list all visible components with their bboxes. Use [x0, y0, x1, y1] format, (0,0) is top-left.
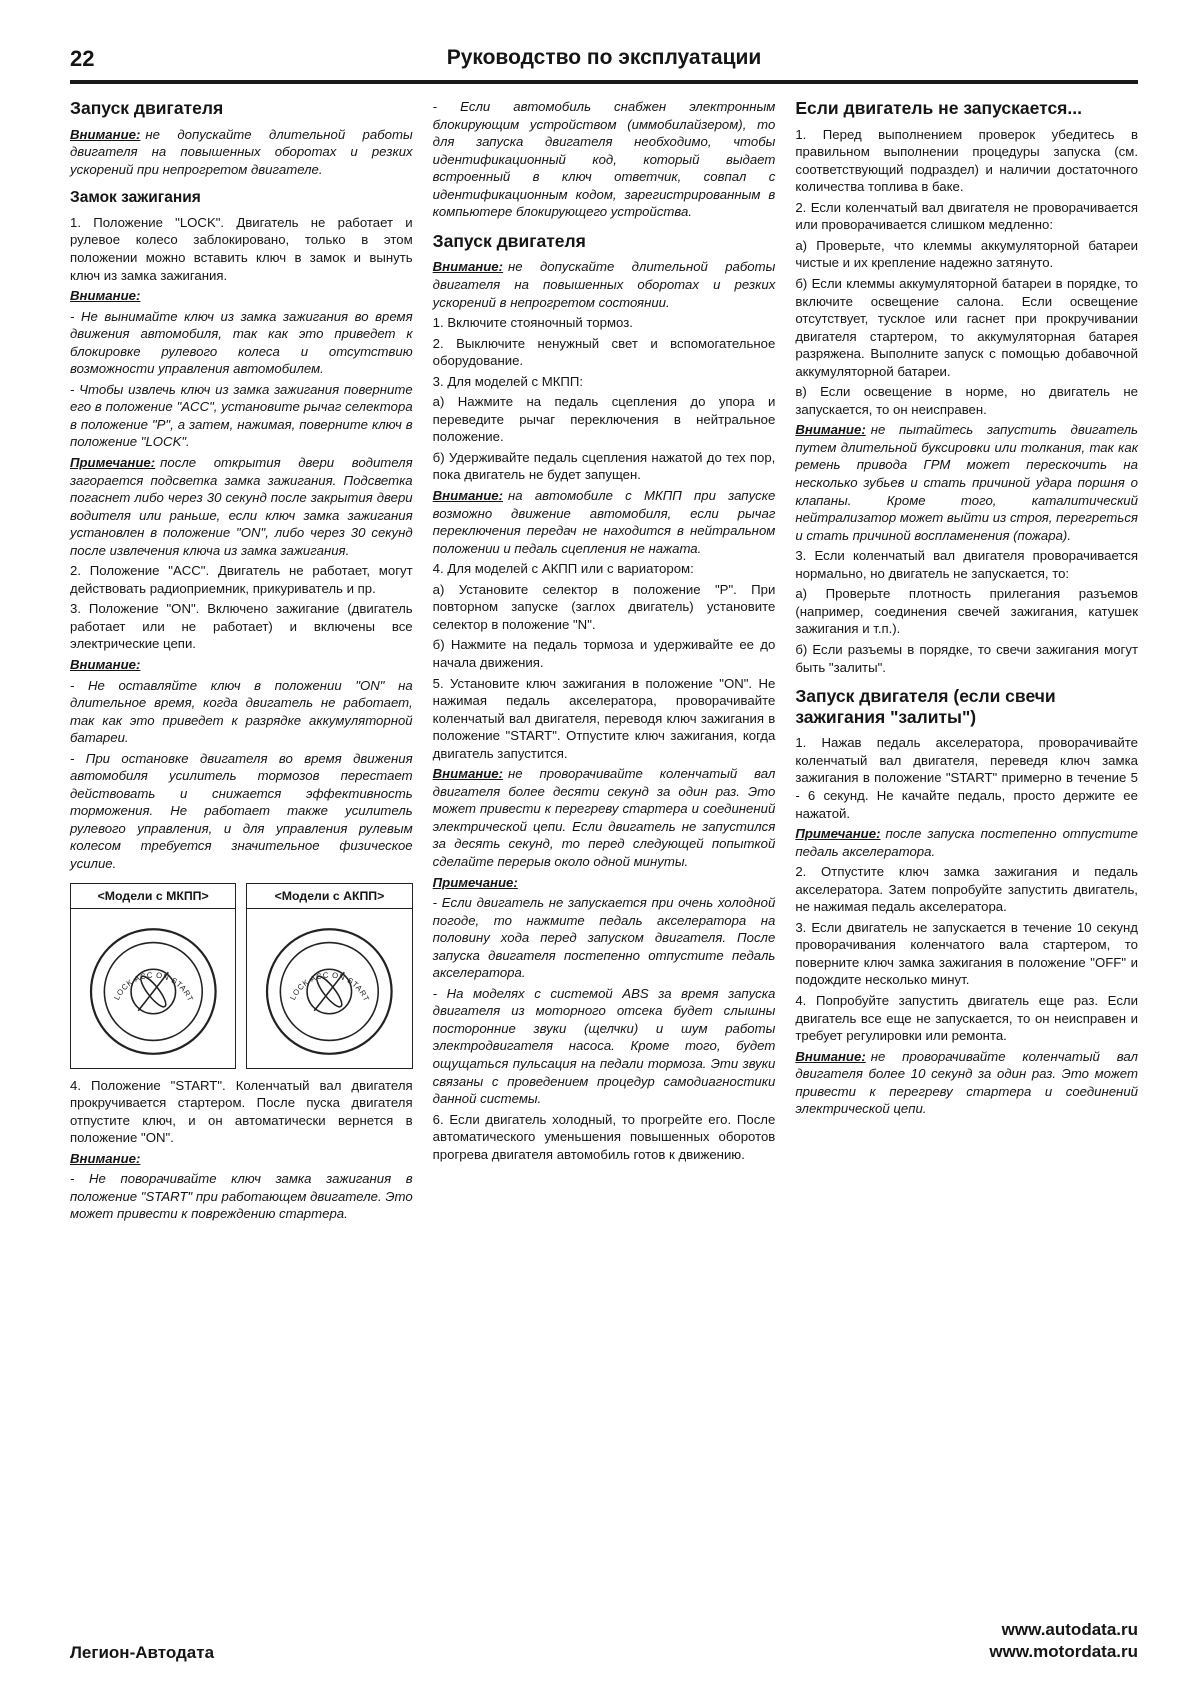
paragraph: - Не поворачивайте ключ замка зажигания в положение "START" при работающем двигателе. Это может привести к повреждению стартера. [70, 1171, 413, 1222]
emphasis-label: Внимание: [70, 657, 141, 673]
paragraph: 1. Перед выполнением проверок убедитесь в правильном выполнении процедуры запуска (см. соответствующий подраздел) и наличии достаточного количества топлива в баке. [795, 126, 1138, 195]
publisher-name: Легион-Автодата [70, 1643, 215, 1662]
column-left [70, 98, 413, 1226]
paragraph: б) Если клеммы аккумуляторной батареи в порядке, то включите освещение салона. Если освещение отсутствует, тусклое или гаснет при прокручивании двигателя стартером, то аккумуляторная батарея разряжена. Выполните запуск с помощью добавочной аккумуляторной батареи. [795, 276, 1138, 379]
paragraph: 3. Для моделей с МКПП: [432, 373, 584, 389]
paragraph-text: на автомобиле с МКПП при запуске возможно движение автомобиля, если рычаг переключения передач не находится в нейтральном положении и педаль сцепления не нажата. [432, 488, 776, 556]
paragraph: 6. Если двигатель холодный, то прогрейте его. После автоматического уменьшения повышенных оборотов прогрева двигателя автомобиль готов к движению. [432, 1111, 776, 1162]
section-heading: Запуск двигателя [432, 230, 586, 251]
paragraph [433, 874, 776, 892]
ignition-dial-drawing-mt [81, 917, 226, 1062]
paragraph-text: после запуска постепенно отпустите педаль акселератора. [795, 826, 1138, 859]
paragraph: - При остановке двигателя во время движения автомобиля усилитель тормозов перестает действовать и снижается эффективность торможения. Не работает также усилитель рулевого управления, и для управления рулевым колесом требуется значительное физическое усилие. [70, 750, 413, 872]
section-heading: Запуск двигателя [70, 98, 224, 118]
content-columns [70, 98, 1138, 1601]
paragraph: - Не оставляйте ключ в положении "ON" на длительное время, когда двигатель не работает, так как это приведет к разрядке аккумуляторной батареи. [70, 677, 413, 746]
emphasis-label: Внимание: [432, 259, 504, 275]
paragraph-text: не пытайтесь запустить двигатель путем длительной буксировки или толкания, так как ремень привода ГРМ может перескочить на несколько зубьев и стать причиной удара поршня о клапаны. Кроме того, каталитический нейтрализатор может выйти из строя, перегреться и стать причиной воспламенения (пожара). [795, 422, 1138, 543]
section-heading: Замок зажигания [70, 189, 201, 207]
website-autodata: www.autodata.ru [1001, 1619, 1138, 1639]
paragraph-text: не проворачивайте коленчатый вал двигателя более 10 секунд за один раз. Это может привести к перегреву стартера и соединений электрической цепи. [795, 1048, 1138, 1117]
paragraph: 3. Положение "ON". Включено зажигание (двигатель работает или не работает) и включены все электрические цепи. [70, 601, 413, 652]
page-title: Руководство по эксплуатации [446, 46, 762, 69]
paragraph-text: после открытия двери водителя загорается подсветка замка зажигания. Подсветка погаснет либо через 30 секунд после закрытия двери водителя или раньше, если ключ замка зажигания установлен в положение "ON", либо через 30 секунд после извлечения ключа из замка зажигания. [70, 455, 413, 558]
paragraph: - На моделях с системой ABS за время запуска двигателя из моторного отсека будет слышны посторонние звуки (щелчки) и шум работы электродвигателя насоса. Кроме того, будет ощущаться пульсация на педали тормоза. Эти звуки связаны с проведением процедур самодиагностики данной системы. [432, 985, 776, 1107]
column-right [795, 98, 1138, 1121]
paragraph [795, 825, 1138, 860]
ignition-panel-at [246, 883, 412, 1069]
emphasis-label: Внимание: [70, 1150, 141, 1166]
paragraph: - Не вынимайте ключ из замка зажигания во время движения автомобиля, так как это приведет к блокировке рулевого колеса и отсутствию возможности управления автомобилем. [70, 308, 413, 377]
section-heading: Запуск двигателя (если свечи зажигания "залиты") [795, 686, 1056, 727]
emphasis-label: Примечание: [795, 826, 881, 842]
paragraph [795, 421, 1138, 544]
paragraph [70, 454, 413, 559]
page-header [70, 46, 1138, 78]
paragraph [795, 1048, 1138, 1118]
paragraph [433, 765, 776, 870]
emphasis-label: Внимание: [70, 288, 141, 304]
paragraph [70, 287, 413, 305]
paragraph: 3. Если двигатель не запускается в течение 10 секунд проворачивания коленчатого вала стартером, то поверните ключ замка зажигания в положение "OFF" и подождите несколько минут. [795, 919, 1138, 988]
header-rule [70, 80, 1138, 84]
emphasis-label: Внимание: [795, 1048, 866, 1064]
paragraph: 1. Положение "LOCK". Двигатель не работает и рулевое колесо заблокировано, только в этом положении можно вставить ключ в замок и вынуть ключ из замка зажигания. [70, 214, 413, 283]
paragraph: - Если автомобиль снабжен электронным блокирующим устройством (иммобилайзером), то для запуска двигателя необходимо, чтобы идентификационный код, который выдает встроенный в ключ ответчик, совпал с идентификационным кодом, зарегистрированным в компьютере блокирующего устройства. [432, 99, 776, 220]
ignition-panel-mt [70, 883, 236, 1069]
paragraph [70, 1150, 413, 1168]
section-heading: Если двигатель не запускается... [795, 98, 1082, 118]
paragraph [70, 656, 413, 674]
paragraph: 1. Нажав педаль акселератора, проворачивайте коленчатый вал двигателя, переведя ключ замка зажигания в положение "START" примерно в течение 5 - 6 секунд. Не качайте педаль, просто держите ее нажатой. [795, 735, 1138, 821]
emphasis-label: Внимание: [795, 422, 866, 438]
paragraph-text: не допускайте длительной работы двигателя на повышенных оборотах и резких ускорений при непрогретом двигателе. [70, 126, 413, 177]
ignition-dial-drawing-at [257, 917, 402, 1062]
dial-position-labels-mt: LOCK ACC ON START [112, 970, 196, 1003]
footer-websites [989, 1619, 1138, 1663]
paragraph: в) Если освещение в норме, но двигатель не запускается, то он неисправен. [795, 384, 1138, 417]
paragraph: 1. Включите стояночный тормоз. [432, 315, 633, 331]
emphasis-label: Внимание: [432, 766, 504, 782]
paragraph: а) Проверьте плотность прилегания разъемов (например, соединения свечей зажигания, катушек зажигания и т.п.). [795, 586, 1138, 637]
paragraph: а) Установите селектор в положение "P". При повторном запуске (заглох двигатель) установите селектор в положение "N". [432, 581, 776, 632]
paragraph [70, 126, 413, 179]
paragraph: 4. Попробуйте запустить двигатель еще раз. Если двигатель все еще не запускается, то он неисправен и требует регулировки или ремонта. [795, 992, 1138, 1044]
page-footer [70, 1619, 1138, 1663]
paragraph-text: не проворачивайте коленчатый вал двигателя более десяти секунд за один раз. Это может привести к перегреву стартера и соединений электрической цепи. Если двигатель не запустился за десять секунд, то перед следующей попыткой сделайте перерыв около одной минуты. [432, 766, 776, 869]
paragraph: 2. Отпустите ключ замка зажигания и педаль акселератора. Затем попробуйте запустить двигатель, не нажимая педаль акселератора. [795, 864, 1138, 915]
paragraph: 4. Положение "START". Коленчатый вал двигателя прокручивается стартером. После пуска двигателя отпустите ключ, и он автоматически вернется в положение "ON". [70, 1077, 413, 1146]
paragraph: - Чтобы извлечь ключ из замка зажигания поверните его в положение "ACC", установите рычаг селектора в положение "P", а затем, нажимая, поверните ключ в положение "LOCK". [70, 381, 413, 450]
paragraph: б) Удерживайте педаль сцепления нажатой до тех пор, пока двигатель не будет запущен. [432, 449, 776, 483]
panel-title-mt: <Модели с МКПП> [71, 884, 235, 909]
website-motordata: www.motordata.ru [989, 1641, 1138, 1661]
paragraph: 2. Если коленчатый вал двигателя не проворачивается или проворачивается слишком медленно: [795, 199, 1138, 233]
paragraph: 5. Установите ключ зажигания в положение "ON". Не нажимая педаль акселератора, проворачивайте коленчатый вал двигателя, переводя ключ зажигания в положение "START". Отпустите ключ зажигания, когда двигатель запустится. [432, 675, 776, 761]
paragraph: б) Нажмите на педаль тормоза и удерживайте ее до начала движения. [432, 637, 776, 670]
paragraph [433, 487, 776, 557]
paragraph: 2. Выключите ненужный свет и вспомогательное оборудование. [432, 335, 776, 369]
paragraph: 2. Положение "ACC". Двигатель не работает, могут действовать радиоприемник, прикуриватель и пр. [70, 563, 413, 596]
ignition-lock-figure [70, 883, 413, 1069]
dial-position-labels-at: LOCK ACC ON START [288, 970, 372, 1003]
emphasis-label: Внимание: [70, 126, 141, 142]
paragraph: 3. Если коленчатый вал двигателя проворачивается нормально, но двигатель не запускается, то: [795, 548, 1138, 581]
panel-title-at: <Модели с АКПП> [247, 884, 411, 909]
page-number: 22 [70, 46, 95, 71]
paragraph [433, 258, 776, 311]
paragraph: - Если двигатель не запускается при очень холодной погоде, то нажмите педаль акселератора на половину хода перед запуском двигателя. После запуска двигателя постепенно отпустите педаль акселератора. [432, 895, 776, 981]
paragraph-text: не допускайте длительной работы двигателя на повышенных оборотах и резких ускорений в непрогретом состоянии. [432, 259, 776, 310]
emphasis-label: Примечание: [70, 455, 156, 470]
paragraph: 4. Для моделей с АКПП или с вариатором: [432, 561, 694, 577]
paragraph: б) Если разъемы в порядке, то свечи зажигания могут быть "залиты". [795, 641, 1138, 675]
paragraph: а) Нажмите на педаль сцепления до упора и переведите рычаг переключения в нейтральное положение. [432, 394, 776, 445]
emphasis-label: Внимание: [432, 488, 504, 504]
column-middle [433, 98, 776, 1166]
emphasis-label: Примечание: [432, 874, 518, 890]
paragraph: а) Проверьте, что клеммы аккумуляторной батареи чистые и их крепление надежно затянуто. [795, 237, 1138, 271]
